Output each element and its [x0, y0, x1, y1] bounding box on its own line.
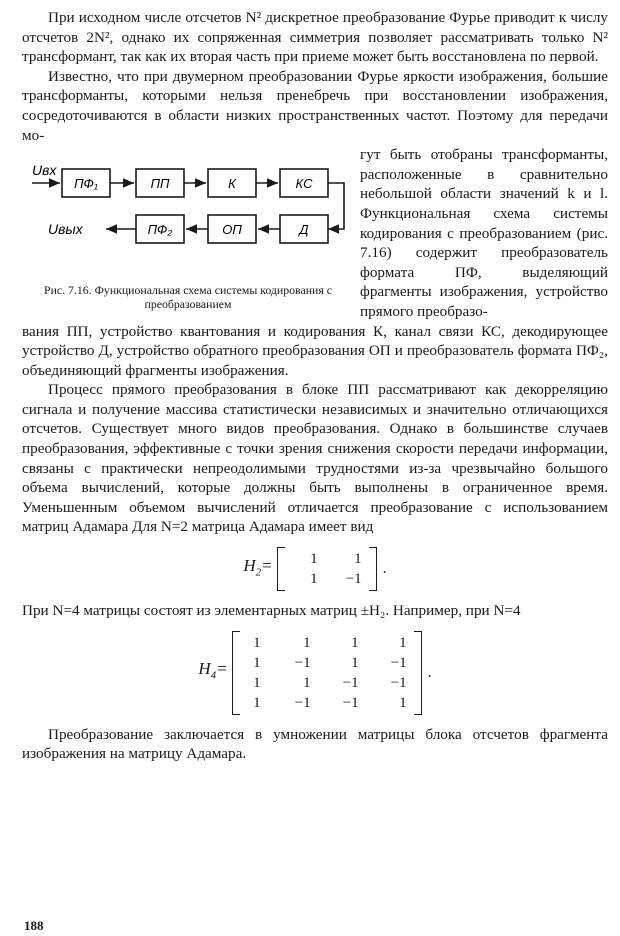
formula-h2-name: $H_2=$: [243, 555, 273, 578]
page-number: 188: [24, 918, 44, 933]
matrix-cell: 1: [253, 634, 261, 651]
paragraph-4: При N=4 матрицы состоят из элементарных матриц ±H₂. Например, при N=4: [22, 602, 521, 620]
paragraph-5: Преобразование заключается в умножении матрицы блока отсчетов фрагмента изображения на матрицу Адамара.: [22, 725, 608, 763]
paragraph-2-end: вания ПП, устройство квантования и кодирования К, канал связи КС, декодирующее устройство Д, устройство обратного преобразования ОП и преобразователь формата ПФ₂, объединяющий фрагменты изображения.: [22, 322, 608, 379]
matrix-cell: 1: [253, 654, 261, 671]
formula-h4-name: $H_4=$: [198, 659, 228, 682]
figure-7-16: [22, 145, 354, 315]
matrix-cell: −1: [294, 694, 311, 711]
figure-caption: Рис. 7.16. Функциональная схема системы кодирования с преобразованием: [44, 283, 332, 312]
matrix-cell: 1: [303, 634, 311, 651]
formula-h4: $H_4=$ 1 1 1 1 1 −1 1 −1 1 1 −1 −1 1 −1 −1 1 .: [22, 631, 608, 715]
matrix-cell: −1: [390, 674, 407, 691]
matrix-cell: 1: [303, 674, 311, 691]
paragraph-1: При исходном числе отсчетов N² дискретное преобразование Фурье приводит к числу отсчетов 2N², однако их сопряженная симметрия позволяет рассматривать только N² трансформант, так как их вторая часть при приеме может быть восстановлена по первой.: [22, 9, 608, 66]
block-k-label: К: [228, 176, 236, 192]
matrix-cell: 1: [354, 551, 362, 568]
matrix-h2: [277, 547, 377, 591]
block-ks-label: КС: [295, 176, 313, 192]
paragraph-3: Процесс прямого преобразования в блоке ПП рассматривают как декорреляцию сигнала и получение массива статистически независимых и значительно отличающихся отсчетов. Существует много видов преобразования. Однако в большинстве случаев преобразования, эффективные с точки зрения снижения скорости передачи информации, связаны с практически непреодолимыми трудностями из-за чрезвычайно большого объема вычислений, которые должны быть выполнены в ограниченное время. Уменьшенным объемом вычислений отличается преобразование с использованием матриц Адамара Для N=2 матрица Адамара имеет вид: [22, 381, 608, 536]
matrix-cell: 1: [310, 551, 318, 568]
matrix-h4: [232, 631, 422, 715]
paragraph-2-side: гут быть отобраны трансформанты, расположенные в сравнительно небольшой области значений k и l. Функциональная схема системы кодирования с преобразованием (рис. 7.16) содержит преобразователь формата ПФ, выделяющий фрагменты изображения, устройство прямого преобразо-: [360, 146, 608, 320]
block-pf2-label: ПФ₂: [147, 222, 173, 238]
input-label: Uвх: [32, 162, 57, 179]
matrix-cell: 1: [351, 654, 359, 671]
matrix-cell: −1: [345, 571, 362, 588]
matrix-cell: 1: [253, 694, 261, 711]
block-op-label: ОП: [222, 222, 242, 238]
matrix-cell: −1: [294, 654, 311, 671]
matrix-cell: 1: [310, 571, 318, 588]
matrix-cell: 1: [253, 674, 261, 691]
page-content: [22, 8, 608, 764]
matrix-cell: −1: [342, 674, 359, 691]
formula-h2: $H_2=$ 1 1 1 −1 .: [22, 547, 608, 591]
block-diagram: [22, 145, 354, 283]
matrix-cell: 1: [399, 694, 407, 711]
figure-row: [22, 145, 608, 321]
block-d-label: Д: [299, 222, 309, 238]
output-label: Uвых: [48, 221, 83, 238]
block-pp-label: ПП: [150, 176, 170, 192]
matrix-cell: −1: [342, 694, 359, 711]
block-pf1-label: ПФ₁: [74, 176, 98, 192]
paragraph-2-start: Известно, что при двумерном преобразовании Фурье яркости изображения, большие трансформанты, которыми нельзя пренебречь при восстановлении изображения, сосредоточиваются в области низких пространственных частот. Поэтому для передачи мо-: [22, 67, 608, 144]
matrix-cell: 1: [351, 634, 359, 651]
matrix-cell: 1: [399, 634, 407, 651]
matrix-cell: −1: [390, 654, 407, 671]
